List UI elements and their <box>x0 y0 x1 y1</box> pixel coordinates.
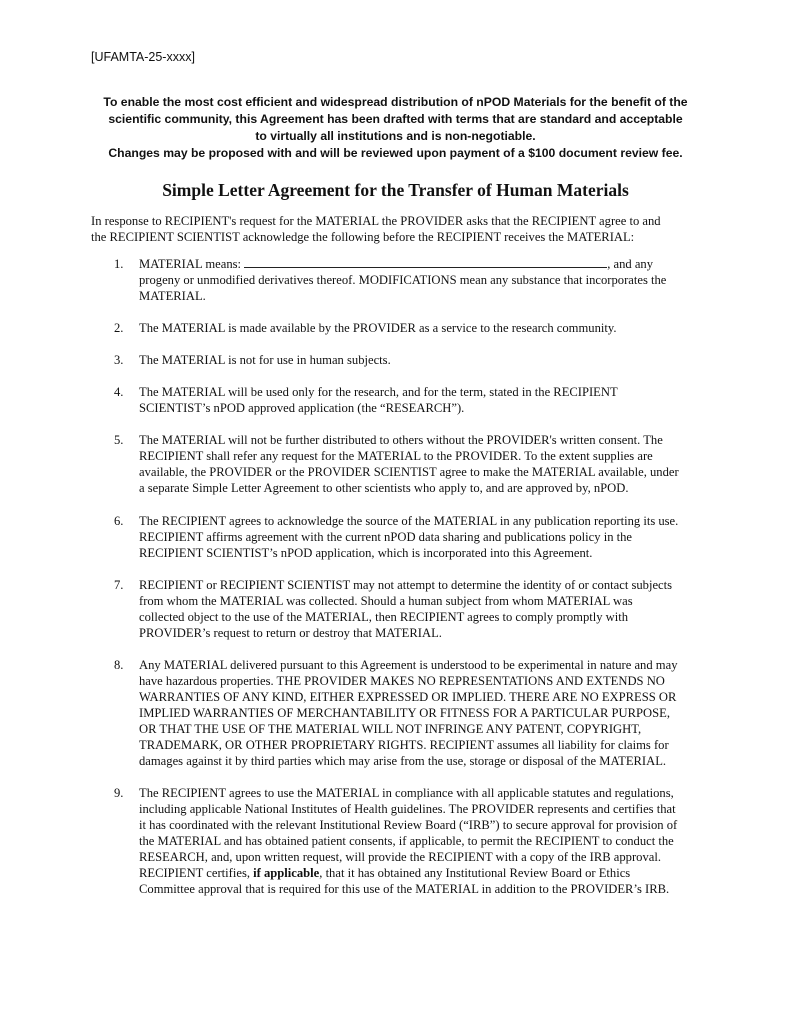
clause-line: RECIPIENT shall refer any request for the MATERIAL to the PROVIDER. To the extent supplies are <box>139 449 653 463</box>
clause-number: 2. <box>114 321 124 335</box>
clause-line: OR THAT THE USE OF THE MATERIAL WILL NOT INFRINGE ANY PATENT, COPYRIGHT, <box>139 722 642 736</box>
agreement-title: Simple Letter Agreement for the Transfer of Human Materials <box>162 180 629 200</box>
intro-paragraph <box>91 213 711 245</box>
notice-line: To enable the most cost efficient and widespread distribution of nPOD Materials for the benefit of the <box>103 95 688 109</box>
clause-line: WARRANTIES OF ANY KIND, EITHER EXPRESSED OR IMPLIED. THERE ARE NO EXPRESS OR <box>139 690 677 704</box>
clause-line: The RECIPIENT agrees to acknowledge the source of the MATERIAL in any publication reporting its use. <box>139 514 679 528</box>
notice-block <box>80 94 711 162</box>
clause-number: 6. <box>114 514 124 528</box>
clause-number: 3. <box>114 353 124 367</box>
clause-number: 1. <box>114 257 124 271</box>
clause-line: RESEARCH, and, upon written request, will provide the RECIPIENT with a copy of the IRB approval. <box>139 850 661 864</box>
intro-line: the RECIPIENT SCIENTIST acknowledge the following before the RECIPIENT receives the MATERIAL: <box>91 230 635 244</box>
notice-line: to virtually all institutions and is non-negotiable. <box>255 129 536 143</box>
material-means-tail: , and any <box>607 257 653 271</box>
clause-line: it has coordinated with the relevant Institutional Review Board (“IRB”) to secure approval for provision of <box>139 818 678 832</box>
clause-text <box>139 256 714 304</box>
clause-line: The MATERIAL will be used only for the research, and for the term, stated in the RECIPIENT <box>139 385 618 399</box>
notice-line: Changes may be proposed with and will be reviewed upon payment of a $100 document review fee. <box>108 146 683 160</box>
clause-line: The MATERIAL is not for use in human subjects. <box>139 353 391 367</box>
clause-number: 7. <box>114 578 124 592</box>
clause-line: SCIENTIST’s nPOD approved application (the “RESEARCH”). <box>139 401 465 415</box>
clause-text <box>139 384 714 416</box>
clause-text <box>139 785 714 897</box>
clause-text <box>139 577 714 641</box>
if-applicable-emphasis: if applicable <box>253 866 320 880</box>
clause-line: PROVIDER’s request to return or destroy that MATERIAL. <box>139 626 442 640</box>
clause-line: RECIPIENT affirms agreement with the current nPOD data sharing and publications policy in the <box>139 530 633 544</box>
document-id: [UFAMTA-25-xxxx] <box>91 50 195 64</box>
clause-text <box>139 657 714 769</box>
clause-line: MATERIAL. <box>139 289 206 303</box>
clause-line: IMPLIED WARRANTIES OF MERCHANTABILITY OR FITNESS FOR A PARTICULAR PURPOSE, <box>139 706 670 720</box>
clause-number: 4. <box>114 385 124 399</box>
clause-number: 9. <box>114 786 124 800</box>
clause-line <box>139 865 714 881</box>
certify-text: RECIPIENT certifies, <box>139 866 254 880</box>
clause-line: available, the PROVIDER or the PROVIDER SCIENTIST agree to make the MATERIAL available, under <box>139 465 679 479</box>
material-blank-field[interactable] <box>244 256 607 268</box>
notice-line: scientific community, this Agreement has been drafted with terms that are standard and acceptable <box>108 112 683 126</box>
clause-text <box>139 352 714 368</box>
clause-number: 5. <box>114 433 124 447</box>
clause-text <box>139 432 714 496</box>
clause-line: RECIPIENT or RECIPIENT SCIENTIST may not attempt to determine the identity of or contact subjects <box>139 578 673 592</box>
clause-text <box>139 513 714 561</box>
clause-line: Committee approval that is required for this use of the MATERIAL in addition to the PROVIDER’s IRB. <box>139 882 670 896</box>
clause-line: RECIPIENT SCIENTIST’s nPOD application, which is incorporated into this Agreement. <box>139 546 593 560</box>
clause-line: Any MATERIAL delivered pursuant to this Agreement is understood to be experimental in nature and may <box>139 658 678 672</box>
clause-line: including applicable National Institutes of Health guidelines. The PROVIDER represents and certifies that <box>139 802 676 816</box>
clause-line: The RECIPIENT agrees to use the MATERIAL in compliance with all applicable statutes and regulations, <box>139 786 674 800</box>
clause-line: The MATERIAL is made available by the PROVIDER as a service to the research community. <box>139 321 617 335</box>
clause-line: progeny or unmodified derivatives thereof. MODIFICATIONS mean any substance that incorporates the <box>139 273 667 287</box>
clause-text <box>139 320 714 336</box>
clause-line: damages against it by third parties which may arise from the use, storage or disposal of the MATERIAL. <box>139 754 667 768</box>
certify-text: , that it has obtained any Institutional Review Board or Ethics <box>319 866 631 880</box>
material-means-label: MATERIAL means: <box>139 257 242 271</box>
clause-line: a separate Simple Letter Agreement to other scientists who apply to, and are approved by, nPOD. <box>139 481 629 495</box>
clause-number: 8. <box>114 658 124 672</box>
clause-line: have hazardous properties. THE PROVIDER MAKES NO REPRESENTATIONS AND EXTENDS NO <box>139 674 665 688</box>
intro-line: In response to RECIPIENT's request for the MATERIAL the PROVIDER asks that the RECIPIENT agree to and <box>91 214 661 228</box>
clause-line: collected object to the use of the MATERIAL, then RECIPIENT agrees to comply promptly with <box>139 610 629 624</box>
clause-line: TRADEMARK, OR OTHER PROPRIETARY RIGHTS. RECIPIENT assumes all liability for claims for <box>139 738 669 752</box>
clause-line: the MATERIAL and has obtained patient consents, if applicable, to permit the RECIPIENT to conduct the <box>139 834 674 848</box>
clause-line: The MATERIAL will not be further distributed to others without the PROVIDER's written consent. The <box>139 433 663 447</box>
clause-line: from whom the MATERIAL was collected. Should a human subject from whom MATERIAL was <box>139 594 633 608</box>
